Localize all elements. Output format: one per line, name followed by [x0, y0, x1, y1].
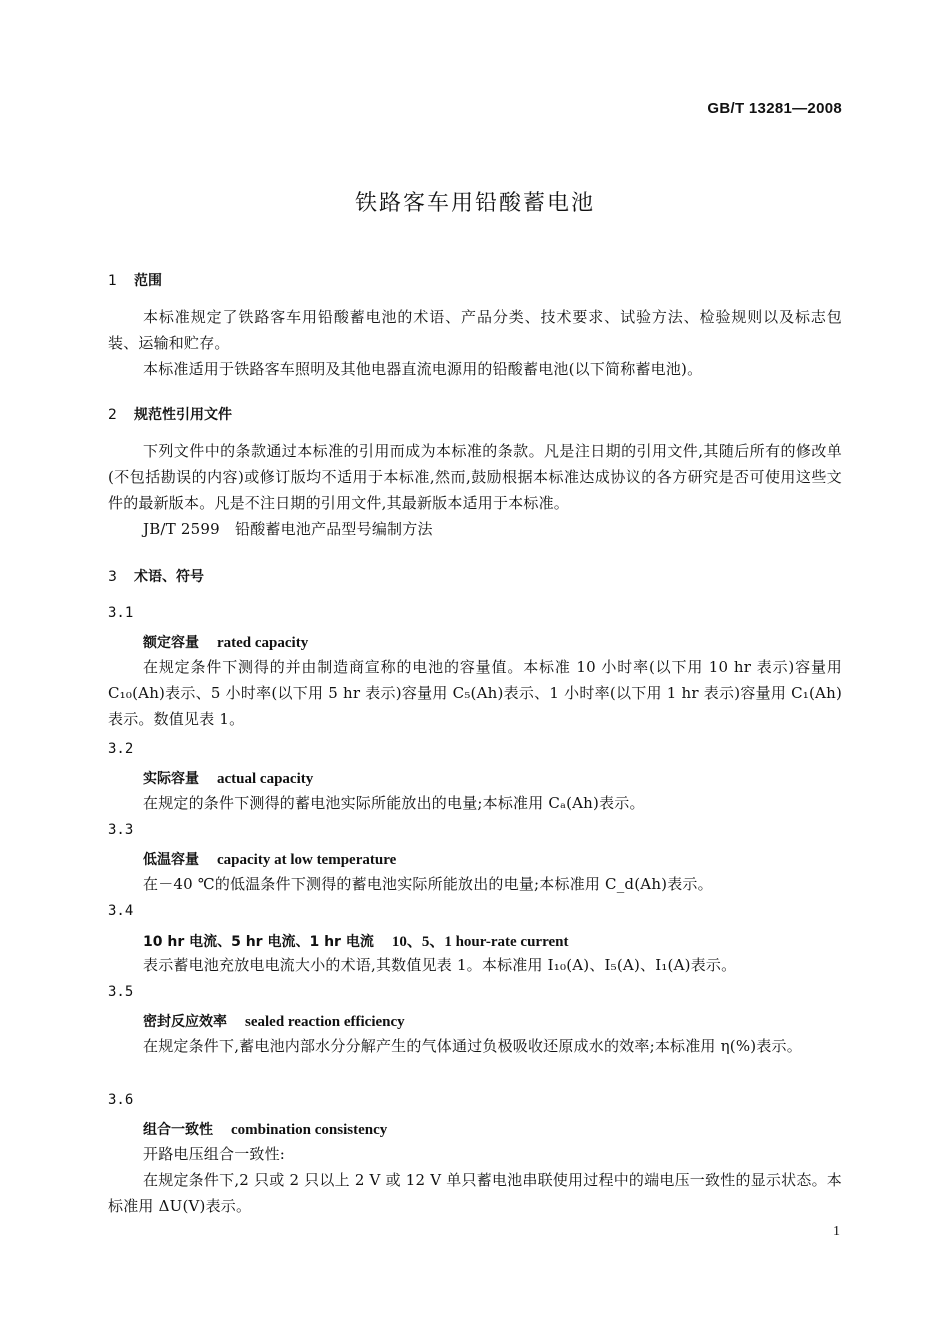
document-title: 铁路客车用铅酸蓄电池: [354, 191, 595, 216]
section-2-heading: [108, 404, 232, 424]
reference-item: JB/T 2599 铅酸蓄电池产品型号编制方法: [143, 520, 433, 538]
term-zh: 低温容量: [143, 852, 199, 868]
term-zh: 10 hr 电流、5 hr 电流、1 hr 电流: [143, 934, 374, 950]
section-3-heading: [108, 566, 204, 586]
term-definition: 在规定条件下,2 只或 2 只以上 2 V 或 12 V 单只蓄电池串联使用过程中的端电压一致性的显示状态。本标准用 ΔU(V)表示。: [108, 1171, 842, 1215]
term-en: 10、5、1 hour-rate current: [391, 934, 569, 950]
term-en: combination consistency: [231, 1122, 388, 1138]
clause-number: 3.5: [108, 984, 134, 1000]
paragraph: 本标准适用于铁路客车照明及其他电器直流电源用的铅酸蓄电池(以下简称蓄电池)。: [143, 360, 703, 378]
paragraph: 下列文件中的条款通过本标准的引用而成为本标准的条款。凡是注日期的引用文件,其随后所有的修改单(不包括勘误的内容)或修订版均不适用于本标准,然而,鼓励根据本标准达成协议的各方研究是否可使用这些文件的最新版本。凡是不注日期的引用文件,其最新版本适用于本标准。: [108, 442, 842, 512]
term-definition: 开路电压组合一致性:: [143, 1145, 286, 1163]
term-definition: 在规定条件下测得的并由制造商宣称的电池的容量值。本标准 10 小时率(以下用 10 hr 表示)容量用 C₁₀(Ah)表示、5 小时率(以下用 5 hr 表示)容量用 C₅(Ah)表示、1 小时率(以下用 1 hr 表示)容量用 C₁(Ah)表示。数值见表 1。: [108, 658, 842, 728]
clause-number: 3.3: [108, 822, 134, 838]
term-zh: 组合一致性: [143, 1122, 213, 1138]
term-zh: 密封反应效率: [143, 1014, 227, 1030]
term-en: capacity at low temperature: [217, 852, 397, 868]
term-en: sealed reaction efficiency: [245, 1014, 405, 1030]
paragraph: 本标准规定了铁路客车用铅酸蓄电池的术语、产品分类、技术要求、试验方法、检验规则以及标志包装、运输和贮存。: [108, 308, 842, 352]
section-1-heading: [108, 270, 162, 290]
term-zh: 实际容量: [143, 771, 199, 787]
clause-number: 3.4: [108, 903, 134, 919]
section-title: 规范性引用文件: [134, 407, 232, 423]
standard-number: GB/T 13281—2008: [707, 100, 842, 117]
clause-number: 3.1: [108, 605, 134, 621]
clause-number: 3.6: [108, 1092, 134, 1108]
term-definition: 在规定条件下,蓄电池内部水分分解产生的气体通过负极吸收还原成水的效率;本标准用 η(%)表示。: [143, 1037, 802, 1055]
section-title: 范围: [134, 273, 162, 289]
section-number: 3: [108, 569, 117, 585]
section-title: 术语、符号: [134, 569, 204, 585]
term-title: [143, 1119, 387, 1139]
term-definition: 在－40 ℃的低温条件下测得的蓄电池实际所能放出的电量;本标准用 C_d(Ah)表示。: [143, 875, 713, 893]
term-title: [143, 768, 313, 788]
term-zh: 额定容量: [143, 635, 199, 651]
term-title: [143, 632, 308, 652]
term-title: [143, 849, 396, 869]
term-en: actual capacity: [217, 771, 314, 787]
term-definition: 在规定的条件下测得的蓄电池实际所能放出的电量;本标准用 Cₐ(Ah)表示。: [143, 794, 645, 812]
clause-number: 3.2: [108, 741, 134, 757]
term-definition: 表示蓄电池充放电电流大小的术语,其数值见表 1。本标准用 I₁₀(A)、I₅(A)、I₁(A)表示。: [143, 956, 737, 974]
term-title: [143, 1011, 405, 1031]
term-title: [143, 930, 568, 951]
section-number: 2: [108, 407, 117, 423]
page-number: 1: [833, 1224, 840, 1239]
term-en: rated capacity: [217, 635, 309, 651]
section-number: 1: [108, 273, 117, 289]
